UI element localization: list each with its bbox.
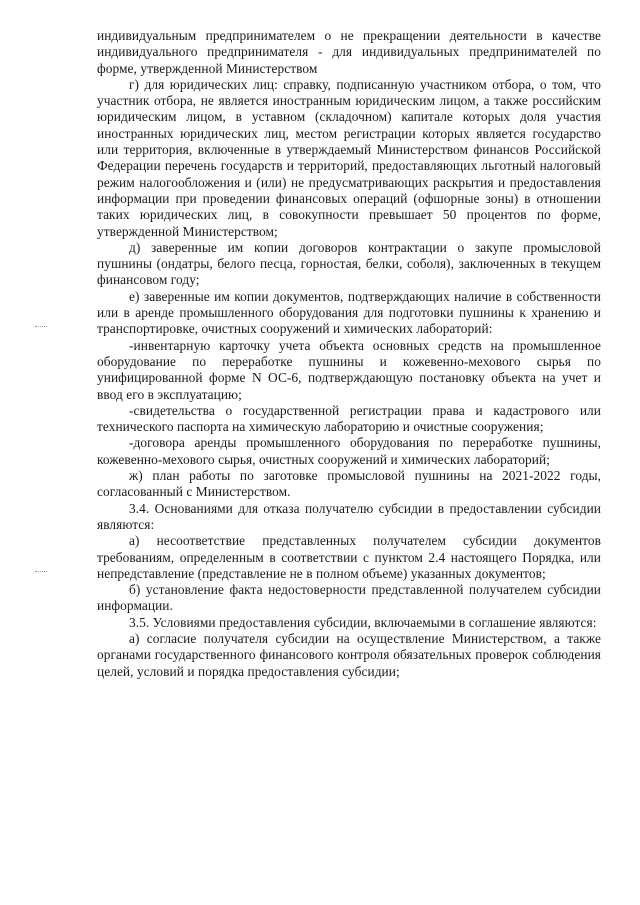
paragraph-item-zh: ж) план работы по заготовке промысловой пушнины на 2021-2022 годы, согласованный с Министерством. — [97, 468, 601, 500]
paragraph-subitem-inventory-card: -инвентарную карточку учета объекта основных средств на промышленное оборудование по переработке пушнины и кожевенно-мехового сырья по унифицированной форме N ОС-6, подтверждающую постановку объекта на учет и ввод его в эксплуатацию; — [97, 337, 601, 402]
document-body — [97, 28, 601, 680]
margin-mark — [35, 571, 47, 572]
paragraph-item-a-conditions: а) согласие получателя субсидии на осуществление Министерством, а также органами государственного финансового контроля обязательных проверок соблюдения целей, условий и порядка предоставления субсидии; — [97, 630, 601, 679]
paragraph-item-b-refusal: б) установление факта недостоверности представленной получателем субсидии информации. — [97, 582, 601, 614]
paragraph-item-d: д) заверенные им копии договоров контрактации о закупе промысловой пушнины (ондатры, белого песца, горностая, белки, соболя), заключенных в текущем финансовом году; — [97, 239, 601, 288]
paragraph-section-3-4: 3.4. Основаниями для отказа получателю субсидии в предоставлении субсидии являются: — [97, 500, 601, 532]
paragraph-item-e: е) заверенные им копии документов, подтверждающих наличие в собственности или в аренде промышленного оборудования для подготовки пушнины к хранению и транспортировке, очистных сооружений и химических лабораторий: — [97, 288, 601, 337]
margin-mark — [35, 326, 47, 327]
paragraph-subitem-certificate: -свидетельства о государственной регистрации права и кадастрового или технического паспорта на химическую лабораторию и очистные сооружения; — [97, 402, 601, 435]
paragraph-item-g: г) для юридических лиц: справку, подписанную участником отбора, о том, что участник отбора, не является иностранным юридическим лицом, а также российским юридическим лицом, в уставном (складочном) капитале которых доля участия иностранных юридических лиц, местом регистрации которых является государство или территория, включенные в утверждаемый Министерством финансов Российской Федерации перечень государств и территорий, предоставляющих льготный налоговый режим налогообложения и (или) не предусматривающих раскрытия и предоставления информации при проведении финансовых операций (офшорные зоны) в отношении таких юридических лиц, в совокупности превышает 50 процентов по форме, утвержденной Министерством; — [97, 76, 601, 239]
paragraph-section-3-5: 3.5. Условиями предоставления субсидии, включаемыми в соглашение являются: — [129, 614, 597, 630]
paragraph-continuation: индивидуальным предпринимателем о не прекращении деятельности в качестве индивидуального предпринимателя - для индивидуальных предпринимателей по форме, утвержденной Министерством — [97, 28, 601, 76]
paragraph-item-a-refusal: а) несоответствие представленных получателем субсидии документов требованиям, определенным в соответствии с пунктом 2.4 настоящего Порядка, или непредставление (представление не в полном объеме) указанных документов; — [97, 533, 601, 581]
paragraph-subitem-lease: -договора аренды промышленного оборудования по переработке пушнины, кожевенно-мехового сырья, очистных сооружений и химических лабораторий; — [97, 435, 601, 467]
